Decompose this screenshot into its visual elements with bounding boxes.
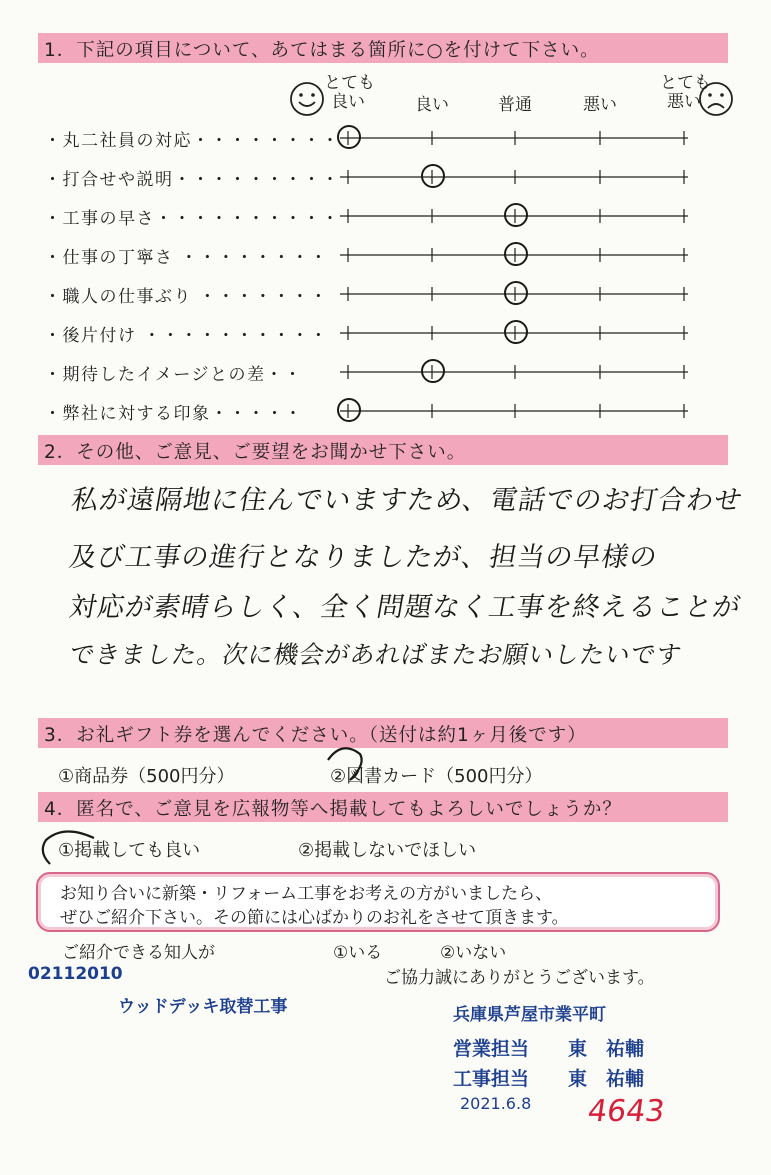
referral-yes[interactable]: ①いる [333,943,383,963]
handwritten-id-number: 4643 [585,1094,667,1129]
handwritten-comment-line-3: 対応が素晴らしく、全く問題なく工事を終えることが [66,592,744,623]
notice-line-2: ぜひご紹介下さい。その節には心ばかりのお礼をさせて頂きます。 [60,908,569,928]
rating-grid [0,0,771,430]
scale-label-2: 普通 [498,95,532,115]
order-code: 02112010 [28,964,123,984]
handwritten-comment-line-2: 及び工事の進行となりましたが、担当の早様の [66,542,661,573]
q3-option-1[interactable]: ①商品券（500円分） [58,766,235,787]
thanks-text: ご協力誠にありがとうございます。 [384,968,655,988]
scale-label-0: とても 良い [324,73,375,112]
rating-row-label: ・弊社に対する印象・・・・・ [44,404,303,424]
handwritten-comment-line-1: 私が遠隔地に住んでいますため、電話でのお打合わせ [68,485,746,516]
q3-selection-mark [320,744,380,788]
rating-selection-circle [422,360,444,382]
rating-row-label: ・丸二社員の対応・・・・・・・・ [44,131,340,151]
rating-row-label: ・打合せや説明・・・・・・・・・ [44,170,340,190]
q4-selection-mark [34,826,104,870]
rating-row-label: ・期待したイメージとの差・・ [44,365,303,385]
sales-rep-name: 東 祐輔 [568,1038,645,1060]
rating-row-label: ・仕事の丁寧さ ・・・・・・・・ [44,248,329,268]
q4-option-1[interactable]: ①掲載しても良い [58,840,201,861]
q1-heading: 1．下記の項目について、あてはまる箇所に○を付けて下さい。 [44,40,600,61]
rating-selection-circle [505,243,527,265]
referral-notice-box [36,872,720,932]
date: 2021.6.8 [460,1094,532,1113]
notice-line-1: お知り合いに新築・リフォーム工事をお考えの方がいましたら、 [60,884,553,904]
sales-rep-label: 営業担当 [453,1038,530,1060]
q2-header [38,435,728,465]
q4-option-2[interactable]: ②掲載しないでほしい [298,840,477,861]
q4-header [38,792,728,822]
scale-label-3: 悪い [583,95,617,115]
handwritten-comment-line-4: できました。次に機会があればまたお願いしたいです [67,640,685,669]
q4-heading: 4．匿名で、ご意見を広報物等へ掲載してもよろしいでしょうか？ [44,799,622,820]
rating-selection-circle [422,165,444,187]
address: 兵庫県芦屋市業平町 [453,1005,606,1025]
q3-header [38,718,728,748]
rating-row-label: ・工事の早さ・・・・・・・・・・ [44,209,340,229]
construction-rep-label: 工事担当 [453,1068,530,1090]
rating-row-label: ・後片付け ・・・・・・・・・・ [44,326,329,346]
scale-label-4: とても 悪い [660,73,711,112]
rating-row-label: ・職人の仕事ぶり ・・・・・・・ [44,287,329,307]
work-title: ウッドデッキ取替工事 [118,997,288,1017]
rating-selection-circle [505,321,527,343]
q3-heading: 3．お礼ギフト券を選んでください。（送付は約1ヶ月後です） [44,725,587,746]
rating-selection-circle [338,399,360,421]
q3-option-2[interactable]: ②図書カード（500円分） [330,766,543,787]
referral-label: ご紹介できる知人が [62,943,215,963]
referral-no[interactable]: ②いない [440,943,507,963]
rating-selection-circle [338,126,360,148]
scale-label-1: 良い [415,95,449,115]
rating-selection-circle [505,204,527,226]
q2-heading: 2．その他、ご意見、ご要望をお聞かせ下さい。 [44,442,467,463]
rating-selection-circle [505,282,527,304]
construction-rep-name: 東 祐輔 [568,1068,645,1090]
